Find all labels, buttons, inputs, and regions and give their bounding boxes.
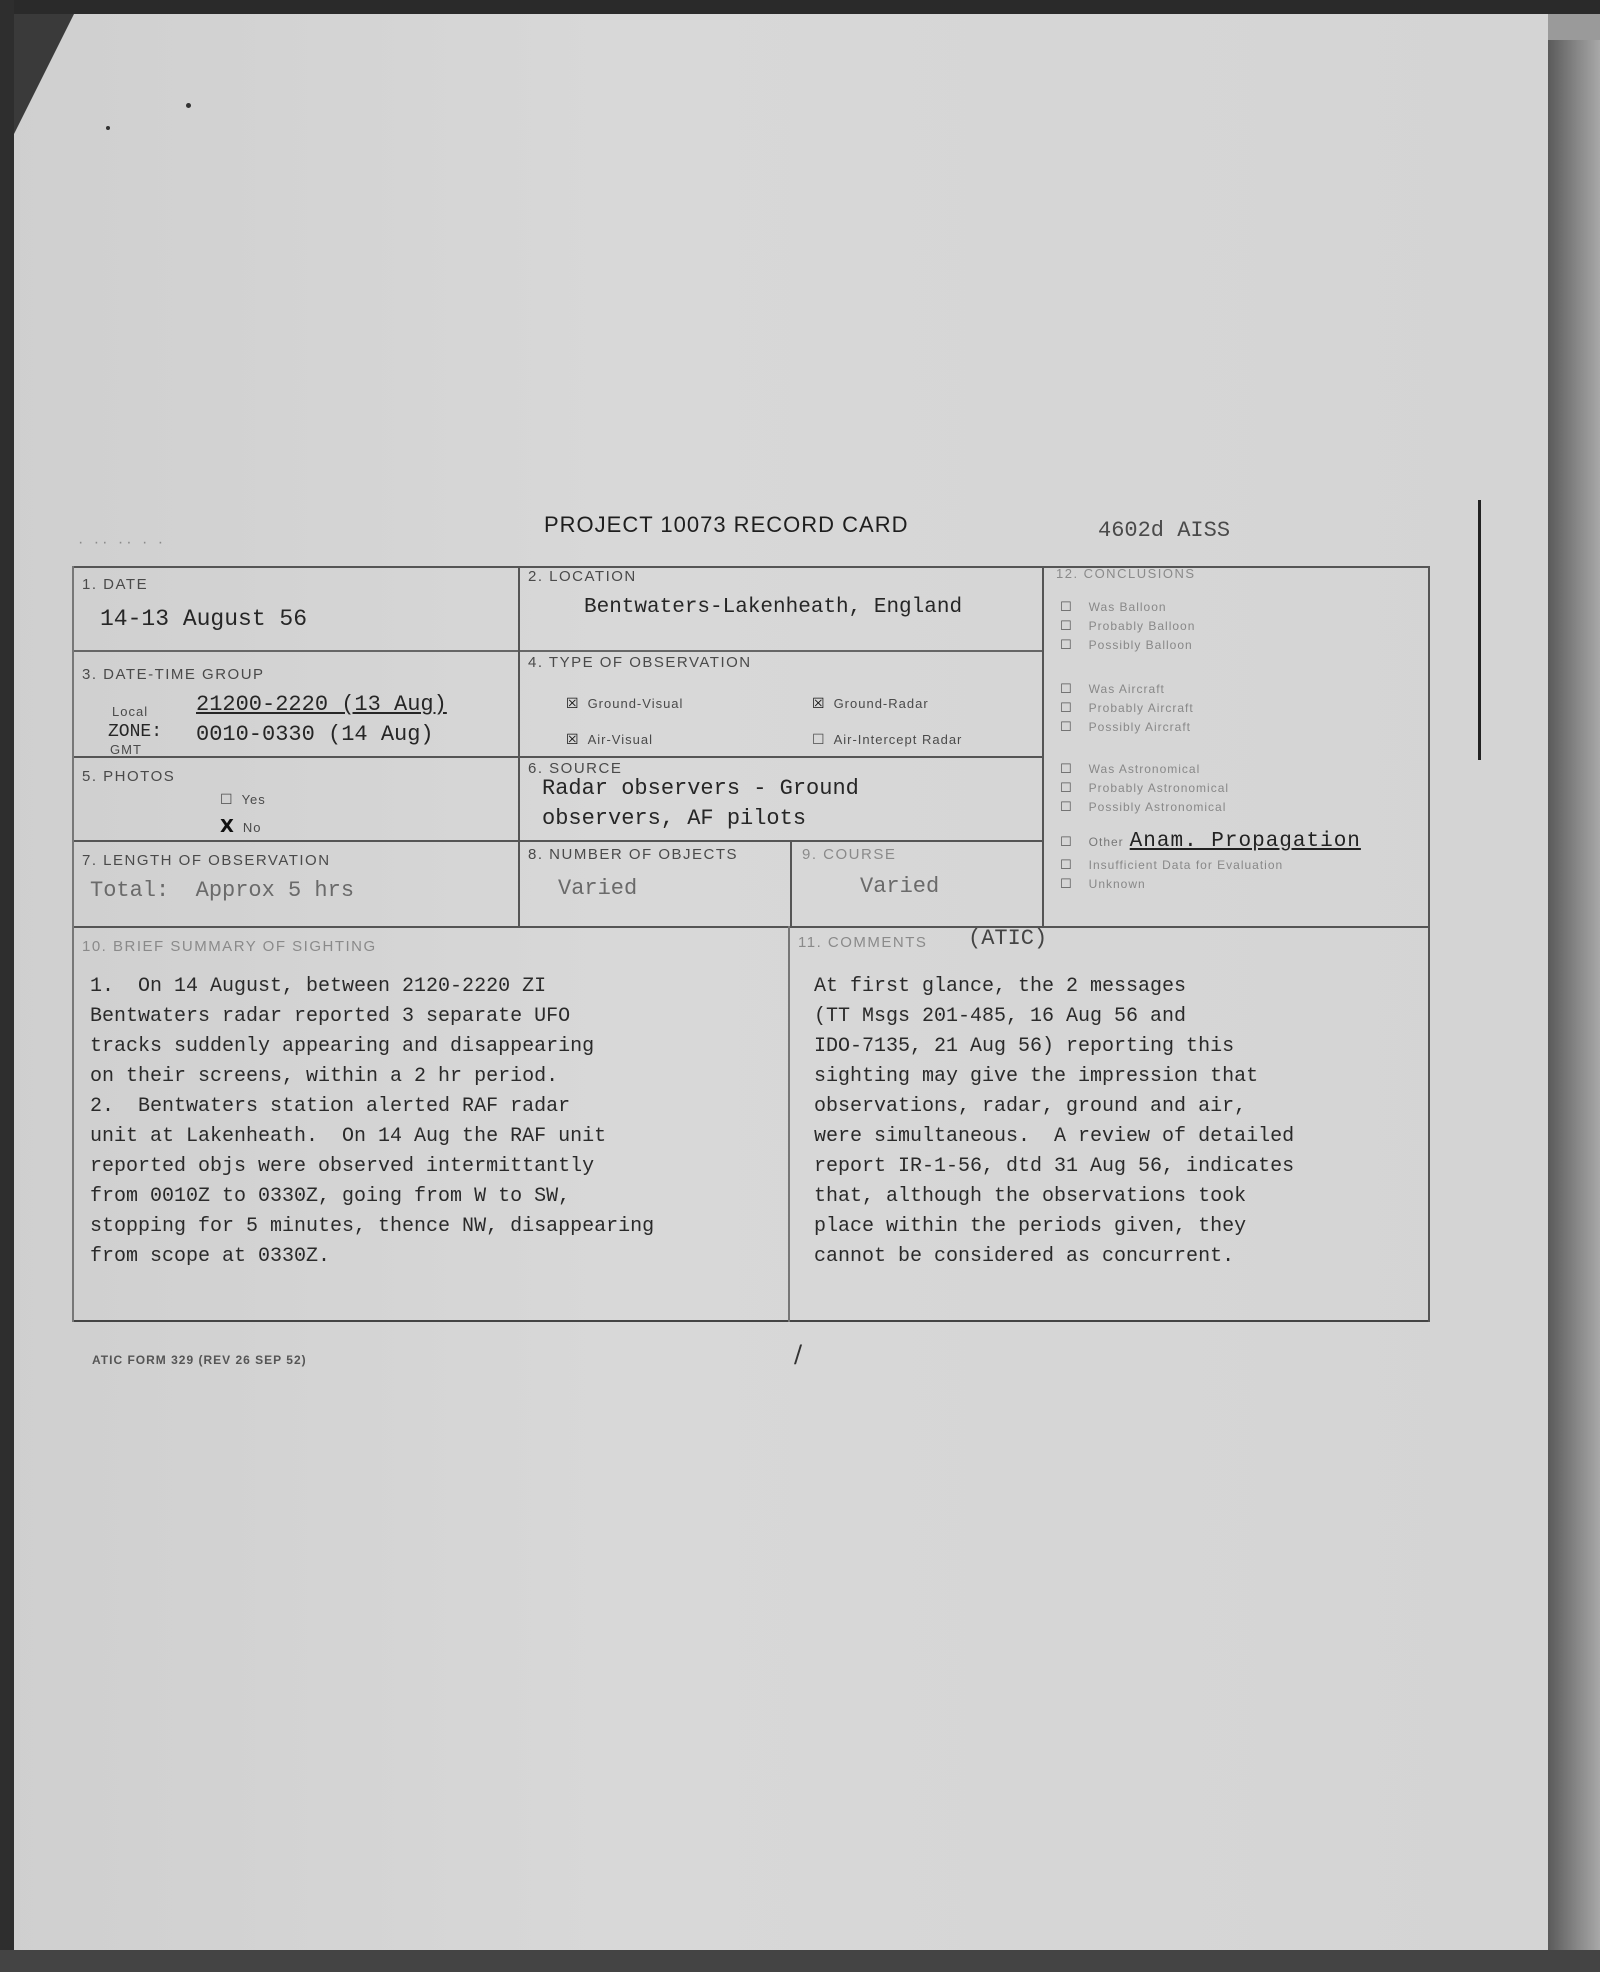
conclusion-insufficient-data[interactable]: ☐ Insufficient Data for Evaluation [1060, 858, 1284, 873]
rule [72, 1320, 1430, 1322]
checkbox-empty-icon: ☐ [1060, 877, 1073, 892]
comments-line: cannot be considered as concurrent. [814, 1245, 1235, 1268]
header-scribble: · ·· ·· · · [78, 534, 167, 551]
comments-line: IDO-7135, 21 Aug 56) reporting this [814, 1035, 1235, 1058]
length-value: Total: Approx 5 hrs [90, 878, 355, 903]
org-stamp: 4602d AISS [1098, 518, 1231, 543]
checkbox-empty-icon: ☐ [812, 732, 826, 748]
rule [72, 840, 1042, 842]
conclusion-probably-balloon[interactable]: ☐ Probably Balloon [1060, 619, 1196, 634]
comments-line: (TT Msgs 201-485, 16 Aug 56 and [814, 1005, 1187, 1028]
summary-line: on their screens, within a 2 hr period. [90, 1065, 559, 1088]
dtg-label: 3. DATE-TIME GROUP [82, 666, 265, 683]
observation-type-label: 4. TYPE OF OBSERVATION [528, 654, 752, 671]
checkbox-empty-icon: ☐ [220, 792, 234, 808]
scan-border-top [0, 0, 1600, 14]
objects-label: 8. NUMBER OF OBJECTS [528, 846, 739, 863]
form-id: ATIC FORM 329 (REV 26 SEP 52) [92, 1353, 307, 1367]
comments-label: 11. COMMENTS [798, 934, 928, 951]
conclusion-probably-aircraft[interactable]: ☐ Probably Aircraft [1060, 701, 1194, 716]
card-title: PROJECT 10073 RECORD CARD [544, 512, 909, 537]
source-line-2: observers, AF pilots [542, 806, 807, 831]
x-mark-icon: X [220, 816, 235, 837]
conclusion-probably-astronomical[interactable]: ☐ Probably Astronomical [1060, 781, 1230, 796]
record-card [72, 546, 1430, 1326]
scan-border-left [0, 0, 14, 1972]
obs-ground-radar[interactable]: ☒ Ground-Radar [812, 696, 929, 712]
comments-line: At first glance, the 2 messages [814, 975, 1187, 998]
rule [72, 756, 1042, 758]
rule [1428, 566, 1430, 1322]
location-label: 2. LOCATION [528, 568, 637, 585]
conclusion-was-aircraft[interactable]: ☐ Was Aircraft [1060, 682, 1165, 697]
dtg-gmt-value: 0010-0330 (14 Aug) [196, 722, 434, 747]
rule [518, 566, 520, 926]
comments-line: report IR-1-56, dtd 31 Aug 56, indicates [814, 1155, 1295, 1178]
rule [72, 566, 1430, 568]
conclusion-was-astronomical[interactable]: ☐ Was Astronomical [1060, 762, 1201, 777]
comments-line: that, although the observations took [814, 1185, 1247, 1208]
date-value: 14-13 August 56 [100, 606, 308, 632]
checkbox-empty-icon: ☐ [1060, 858, 1073, 873]
checkbox-empty-icon: ☐ [1060, 762, 1073, 777]
pen-mark: / [794, 1340, 803, 1368]
summary-line: 1. On 14 August, between 2120-2220 ZI [90, 975, 547, 998]
photos-no[interactable]: X No [220, 816, 262, 837]
rule [788, 926, 790, 1322]
conclusion-was-balloon[interactable]: ☐ Was Balloon [1060, 600, 1167, 615]
conclusion-possibly-aircraft[interactable]: ☐ Possibly Aircraft [1060, 720, 1192, 735]
comments-line: observations, radar, ground and air, [814, 1095, 1247, 1118]
rule [72, 566, 74, 1322]
location-value: Bentwaters-Lakenheath, England [584, 596, 963, 619]
speck [186, 103, 191, 108]
course-value: Varied [860, 874, 940, 899]
rule [72, 926, 1430, 928]
conclusions-label: 12. CONCLUSIONS [1056, 566, 1196, 581]
objects-value: Varied [558, 876, 638, 901]
date-label: 1. DATE [82, 576, 149, 593]
dtg-local-label: Local [112, 704, 149, 719]
source-line-1: Radar observers - Ground [542, 776, 859, 801]
conclusion-possibly-balloon[interactable]: ☐ Possibly Balloon [1060, 638, 1193, 653]
checkbox-empty-icon: ☐ [1060, 600, 1073, 615]
checkbox-checked-icon: ☒ [566, 696, 580, 712]
summary-line: stopping for 5 minutes, thence NW, disappearing [90, 1215, 655, 1238]
dtg-gmt-label: GMT [110, 742, 142, 757]
rule [1042, 566, 1044, 926]
scan-border-bottom [0, 1950, 1600, 1972]
checkbox-empty-icon: ☐ [1060, 835, 1073, 850]
summary-line: from 0010Z to 0330Z, going from W to SW, [90, 1185, 571, 1208]
checkbox-checked-icon: ☒ [566, 732, 580, 748]
speck [106, 126, 110, 130]
photos-yes[interactable]: ☐ Yes [220, 792, 266, 808]
checkbox-empty-icon: ☐ [1060, 720, 1073, 735]
obs-air-visual[interactable]: ☒ Air-Visual [566, 732, 653, 748]
rule [790, 840, 792, 926]
obs-air-intercept-radar[interactable]: ☐ Air-Intercept Radar [812, 732, 963, 748]
margin-mark [1478, 500, 1481, 760]
conclusion-possibly-astronomical[interactable]: ☐ Possibly Astronomical [1060, 800, 1227, 815]
summary-line: unit at Lakenheath. On 14 Aug the RAF unit [90, 1125, 607, 1148]
comments-text [814, 972, 1294, 1272]
conclusion-other[interactable]: ☐ Other Anam. Propagation [1060, 830, 1361, 853]
checkbox-empty-icon: ☐ [1060, 781, 1073, 796]
comments-line: sighting may give the impression that [814, 1065, 1259, 1088]
dtg-local-value: 21200-2220 (13 Aug) [196, 692, 447, 717]
summary-line: 2. Bentwaters station alerted RAF radar [90, 1095, 571, 1118]
folded-corner [14, 14, 74, 134]
comments-tag: (ATIC) [968, 926, 1048, 951]
checkbox-empty-icon: ☐ [1060, 682, 1073, 697]
rule [72, 650, 1042, 652]
summary-label: 10. BRIEF SUMMARY OF SIGHTING [82, 938, 377, 955]
photos-label: 5. PHOTOS [82, 768, 176, 785]
course-label: 9. COURSE [802, 846, 897, 863]
comments-line: place within the periods given, they [814, 1215, 1247, 1238]
obs-ground-visual[interactable]: ☒ Ground-Visual [566, 696, 684, 712]
page-edge-shadow [1548, 40, 1600, 1972]
checkbox-empty-icon: ☐ [1060, 800, 1073, 815]
summary-line: Bentwaters radar reported 3 separate UFO [90, 1005, 571, 1028]
conclusion-unknown[interactable]: ☐ Unknown [1060, 877, 1146, 892]
summary-line: from scope at 0330Z. [90, 1245, 331, 1268]
comments-line: were simultaneous. A review of detailed [814, 1125, 1295, 1148]
checkbox-empty-icon: ☐ [1060, 701, 1073, 716]
summary-line: reported objs were observed intermittantly [90, 1155, 595, 1178]
checkbox-empty-icon: ☐ [1060, 638, 1073, 653]
conclusion-other-value: Anam. Propagation [1129, 830, 1361, 853]
checkbox-checked-icon: ☒ [812, 696, 826, 712]
dtg-zone-label: ZONE: [108, 722, 163, 742]
checkbox-empty-icon: ☐ [1060, 619, 1073, 634]
summary-text [90, 972, 654, 1272]
length-label: 7. LENGTH OF OBSERVATION [82, 852, 331, 869]
summary-line: tracks suddenly appearing and disappearing [90, 1035, 595, 1058]
source-label: 6. SOURCE [528, 760, 623, 777]
